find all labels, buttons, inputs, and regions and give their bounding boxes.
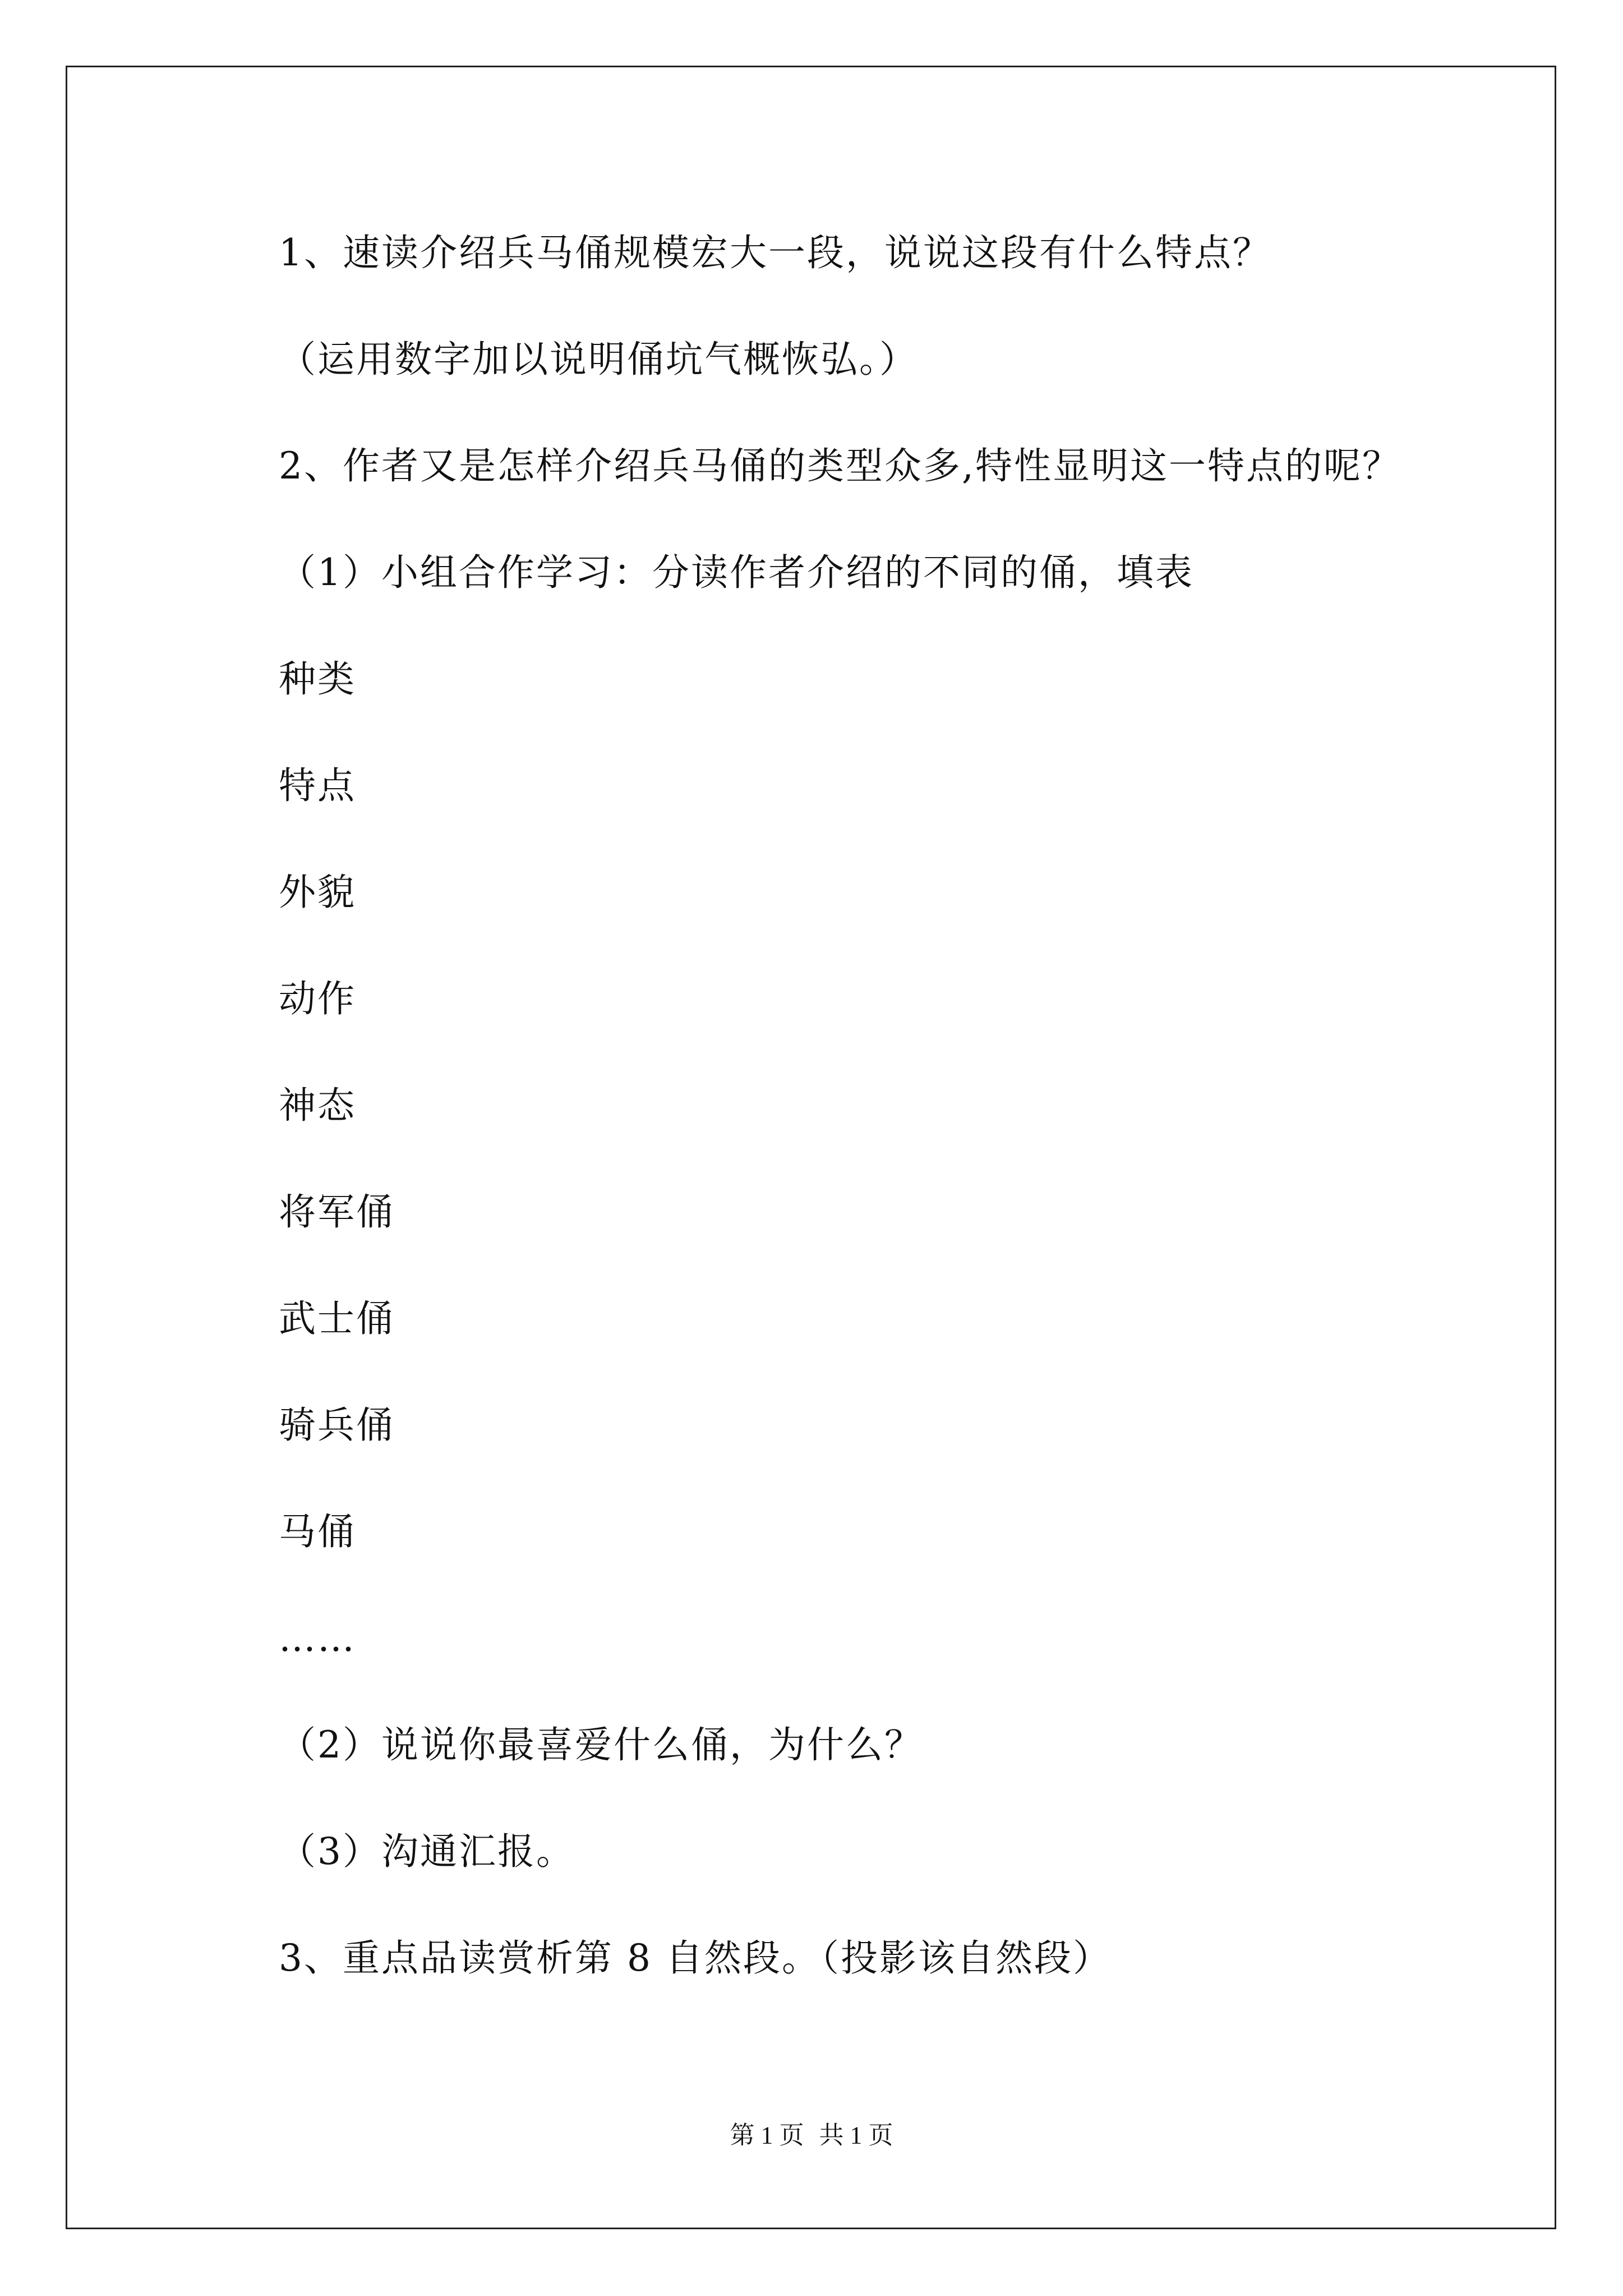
page-footer [0,2123,1623,2148]
table-item-cavalry: 骑兵俑 [279,1404,395,1447]
task-2-1: （1）小组合作学习：分读作者介绍的不同的俑，填表 [279,551,1194,594]
page-number: 第 1 页 [730,2122,804,2149]
table-label-feature: 特点 [279,764,356,807]
table-label-expression: 神态 [279,1084,356,1127]
table-item-warrior: 武士俑 [279,1297,395,1340]
task-2-2: （2）说说你最喜爱什么俑，为什么？ [279,1723,923,1766]
task-2-3: （3）沟通汇报。 [279,1830,575,1873]
question-1: 1、速读介绍兵马俑规模宏大一段，说说这段有什么特点？ [279,231,1271,274]
table-label-kind: 种类 [279,657,356,701]
question-2: 2、作者又是怎样介绍兵马俑的类型众多,特性显明这一特点的呢？ [279,444,1401,487]
table-label-action: 动作 [279,977,356,1020]
table-item-horse: 马俑 [279,1510,356,1553]
page-total: 共 1 页 [819,2122,893,2149]
table-label-appearance: 外貌 [279,871,356,914]
ellipsis: …… [279,1617,356,1660]
table-item-general: 将军俑 [279,1190,395,1234]
question-3: 3、重点品读赏析第 8 自然段。（投影该自然段） [279,1936,1112,1980]
answer-1: （运用数字加以说明俑坑气概恢弘。） [279,338,918,381]
